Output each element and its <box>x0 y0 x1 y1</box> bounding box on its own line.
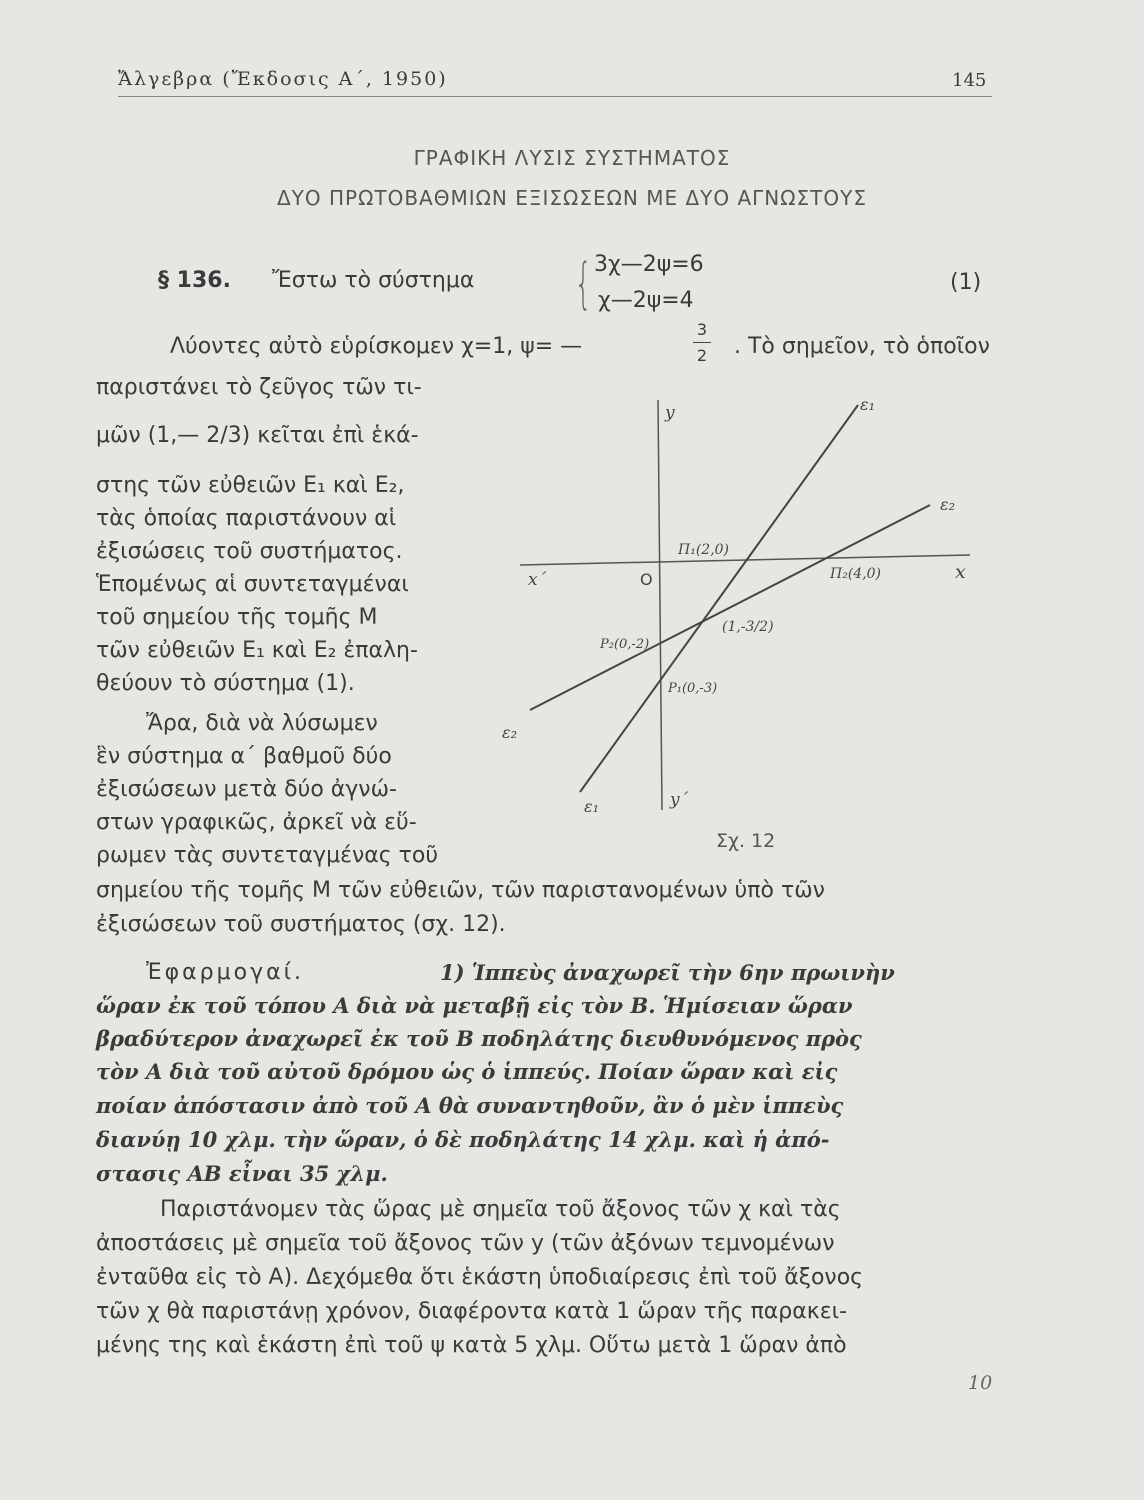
y-axis <box>658 400 662 810</box>
section-intro: Ἔστω τὸ σύστημα <box>272 268 475 293</box>
section-number: § 136. <box>158 268 231 293</box>
application-label: Ἐφαρμογαί. <box>146 960 305 985</box>
continuation-line: σημείου τῆς τομῆς Μ τῶν εὐθειῶν, τῶν παριστανομένων ὑπὸ τῶν <box>96 878 825 903</box>
figure-12-graph <box>500 380 990 820</box>
column-line: στης τῶν εὐθειῶν Ε₁ καὶ Ε₂, <box>96 473 405 498</box>
column-line: παριστάνει τὸ ζεῦγος τῶν τι- <box>96 375 422 400</box>
label-intersection: (1,-3/2) <box>722 619 774 635</box>
solution-text-after: . Τὸ σημεῖον, τὸ ὁποῖον <box>734 334 990 359</box>
paragraph-line: τῶν χ θὰ παριστάνῃ χρόνον, διαφέροντα κατὰ 1 ὥραν τῆς παρακει- <box>96 1299 848 1324</box>
running-title: Ἄλγεβρα (Ἔκδοσις Α΄, 1950) <box>118 68 448 90</box>
line-e1 <box>580 405 858 792</box>
application-line: διανύῃ 10 χλμ. τὴν ὥραν, ὁ δὲ ποδηλάτης 14 χλμ. καὶ ἡ ἀπό- <box>96 1127 830 1152</box>
column-line: τοῦ σημείου τῆς τομῆς Μ <box>96 605 378 630</box>
column-line: θεύουν τὸ σύστημα (1). <box>96 671 355 696</box>
line-e2 <box>530 505 930 710</box>
column-line: τῶν εὐθειῶν Ε₁ καὶ Ε₂ ἐπαλη- <box>96 638 418 663</box>
continuation-line: ἐξισώσεων τοῦ συστήματος (σχ. 12). <box>96 912 506 937</box>
column-line: μῶν (1,— 2/3) κεῖται ἐπὶ ἑκά- <box>96 423 419 448</box>
system-brace: { <box>574 252 592 315</box>
column-line: ἓν σύστημα α΄ βαθμοῦ δύο <box>96 744 392 769</box>
column-line: Ἑπομένως αἱ συντεταγμέναι <box>96 572 409 597</box>
label-origin: O <box>640 570 653 589</box>
fraction-bar <box>693 342 711 343</box>
application-line: 1) Ἱππεὺς ἀναχωρεῖ τὴν 6ην πρωινὴν <box>440 960 895 985</box>
chapter-title-line1: ΓΡΑΦΙΚΗ ΛΥΣΙΣ ΣΥΣΤΗΜΑΤΟΣ <box>413 146 731 170</box>
fraction-numerator: 3 <box>696 320 708 339</box>
paragraph-line: μένης της καὶ ἑκάστη ἐπὶ τοῦ ψ κατὰ 5 χλμ. Οὕτω μετὰ 1 ὥραν ἀπὸ <box>96 1333 847 1358</box>
column-line: ρωμεν τὰς συντεταγμένας τοῦ <box>96 843 439 868</box>
label-e2-bottom: ε₂ <box>502 723 517 742</box>
application-line: ποίαν ἀπόστασιν ἀπὸ τοῦ Α θὰ συναντηθοῦν, ἂν ὁ μὲν ἱππεὺς <box>96 1093 844 1118</box>
application-line: στασις ΑΒ εἶναι 35 χλμ. <box>96 1161 388 1186</box>
solution-text: Λύοντες αὐτὸ εὑρίσκομεν χ=1, ψ= — <box>170 334 583 359</box>
paragraph-line: Παριστάνομεν τὰς ὥρας μὲ σημεῖα τοῦ ἄξονος τῶν χ καὶ τὰς <box>160 1197 841 1222</box>
label-p3: Ρ₂(0,-2) <box>600 637 650 652</box>
figure-caption: Σχ. 12 <box>716 830 776 852</box>
label-e1-bottom: ε₁ <box>584 797 599 816</box>
chapter-title-line2: ΔΥΟ ΠΡΩΤΟΒΑΘΜΙΩΝ ΕΞΙΣΩΣΕΩΝ ΜΕ ΔΥΟ ΑΓΝΩΣΤΟΥΣ <box>277 186 867 210</box>
column-line: στων γραφικῶς, ἀρκεῖ νὰ εὕ- <box>96 810 417 835</box>
label-x-prime: x΄ <box>528 570 547 590</box>
equation-2: χ—2ψ=4 <box>598 288 694 313</box>
page-number: 145 <box>952 70 987 91</box>
paragraph-line: ἐνταῦθα εἰς τὸ Α). Δεχόμεθα ὅτι ἑκάστη ὑποδιαίρεσις ἐπὶ τοῦ ἄξονος <box>96 1265 864 1290</box>
equation-number: (1) <box>950 270 982 295</box>
label-e1-top: ε₁ <box>860 395 875 414</box>
equation-1: 3χ—2ψ=6 <box>594 252 704 277</box>
column-line: Ἄρα, διὰ νὰ λύσωμεν <box>146 711 378 736</box>
paragraph-line: ἀποστάσεις μὲ σημεῖα τοῦ ἄξονος τῶν y (τῶν ἀξόνων τεμνομένων <box>96 1231 835 1256</box>
application-line: τὸν Α διὰ τοῦ αὐτοῦ δρόμου ὡς ὁ ἱππεύς. Ποίαν ὥραν καὶ εἰς <box>96 1059 838 1084</box>
label-p1: Π₁(2,0) <box>678 542 730 558</box>
application-line: ὥραν ἐκ τοῦ τόπου Α διὰ νὰ μεταβῇ εἰς τὸν Β. Ἡμίσειαν ὥραν <box>96 993 853 1018</box>
printer-signature: 10 <box>968 1372 993 1394</box>
label-y-prime: y΄ <box>670 790 689 810</box>
label-x: x <box>955 561 966 583</box>
header-rule <box>118 96 992 97</box>
column-line: ἐξισώσεις τοῦ συστήματος. <box>96 539 403 564</box>
label-e2-top: ε₂ <box>940 495 955 514</box>
fraction-denominator: 2 <box>696 346 708 365</box>
label-p4: Ρ₁(0,-3) <box>668 681 718 696</box>
application-line: βραδύτερον ἀναχωρεῖ ἐκ τοῦ Β ποδηλάτης διευθυνόμενος πρὸς <box>96 1026 862 1051</box>
column-line: ἐξισώσεων μετὰ δύο ἀγνώ- <box>96 777 397 802</box>
column-line: τὰς ὁποίας παριστάνουν αἱ <box>96 506 397 531</box>
label-p2: Π₂(4,0) <box>830 566 882 582</box>
label-y: y <box>665 403 675 423</box>
